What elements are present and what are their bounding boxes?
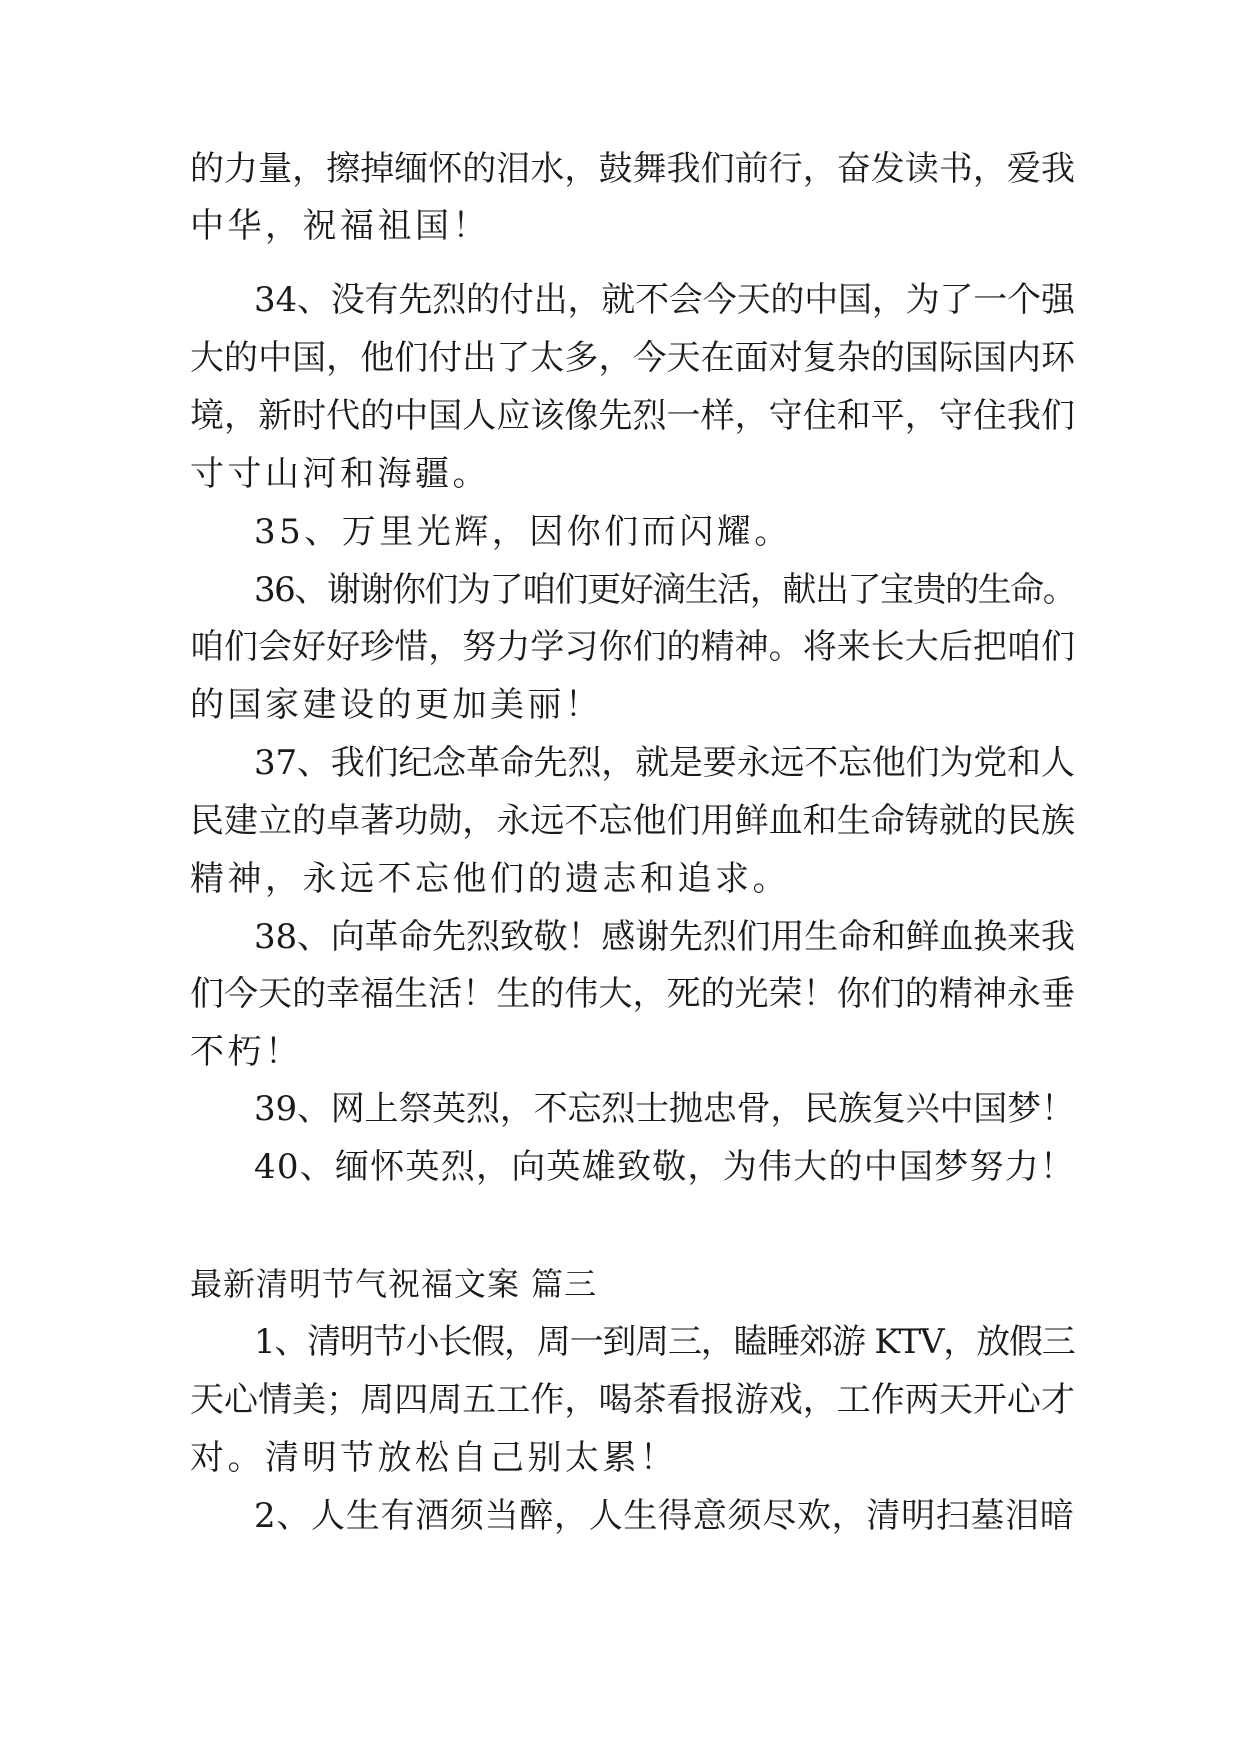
list-item-34: 34、没有先烈的付出，就不会今天的中国，为了一个强 xyxy=(254,280,1075,320)
list-item-38: 38、向革命先烈致敬！感谢先烈们用生命和鲜血换来我 xyxy=(254,917,1075,957)
text-line: 对。清明节放松自己别太累！ xyxy=(190,1438,678,1478)
text-line: 中华，祝福祖国！ xyxy=(190,206,490,246)
list-item-40: 40、缅怀英烈，向英雄致敬，为伟大的中国梦努力！ xyxy=(254,1147,1076,1187)
list-item-2: 2、人生有酒须当醉，人生得意须尽欢，清明扫墓泪暗 xyxy=(254,1496,1075,1536)
text-line: 精神，永远不忘他们的遗志和追求。 xyxy=(190,859,790,899)
text-line: 的力量，擦掉缅怀的泪水，鼓舞我们前行，奋发读书，爱我 xyxy=(190,149,1075,189)
list-item-1: 1、清明节小长假，周一到周三，瞌睡郊游 KTV，放假三 xyxy=(254,1322,1075,1362)
text-line: 天心情美；周四周五工作，喝茶看报游戏，工作两天开心才 xyxy=(190,1380,1075,1420)
list-item-37: 37、我们纪念革命先烈，就是要永远不忘他们为党和人 xyxy=(254,743,1075,783)
text-line: 寸寸山河和海疆。 xyxy=(190,454,490,494)
text-line: 咱们会好好珍惜，努力学习你们的精神。将来长大后把咱们 xyxy=(190,627,1075,667)
text-line: 不朽！ xyxy=(190,1032,303,1072)
list-item-35: 35、万里光辉，因你们而闪耀。 xyxy=(254,512,792,552)
text-line: 们今天的幸福生活！生的伟大，死的光荣！你们的精神永垂 xyxy=(190,974,1075,1014)
list-item-36: 36、谢谢你们为了咱们更好滴生活，献出了宝贵的生命。 xyxy=(254,570,1076,610)
text-line: 境，新时代的中国人应该像先烈一样，守住和平，守住我们 xyxy=(190,396,1075,436)
text-line: 的国家建设的更加美丽！ xyxy=(190,685,603,725)
text-line: 民建立的卓著功勋，永远不忘他们用鲜血和生命铸就的民族 xyxy=(190,801,1075,841)
text-line: 大的中国，他们付出了太多，今天在面对复杂的国际国内环 xyxy=(190,338,1075,378)
section-heading: 最新清明节气祝福文案 篇三 xyxy=(190,1265,598,1303)
list-item-39: 39、网上祭英烈，不忘烈士抛忠骨，民族复兴中国梦！ xyxy=(254,1089,1075,1129)
